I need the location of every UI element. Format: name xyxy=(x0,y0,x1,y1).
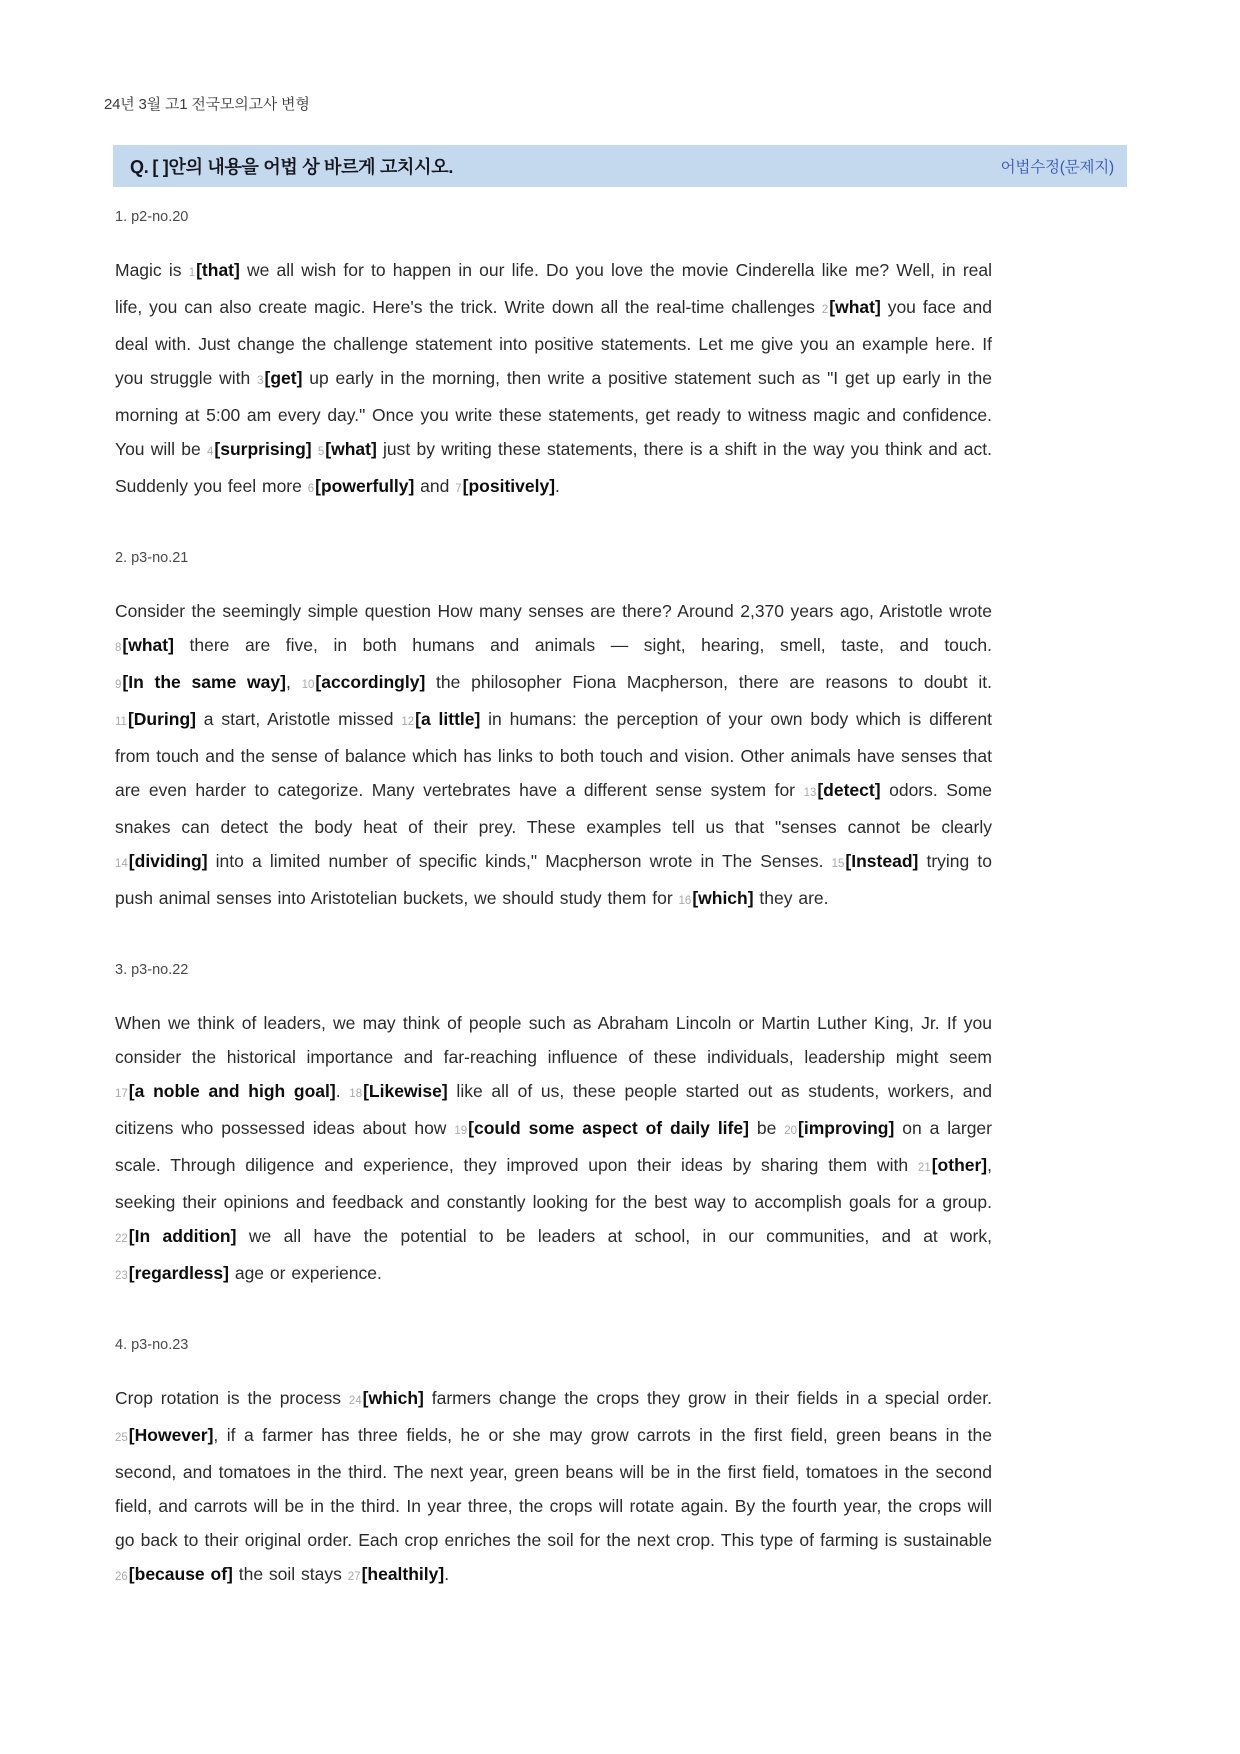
item-number: 12 xyxy=(401,716,415,728)
bracket-item-24 xyxy=(349,1388,424,1408)
item-bold-text: [surprising] xyxy=(214,439,312,459)
item-number: 19 xyxy=(454,1125,468,1137)
item-bold-text: [detect] xyxy=(817,780,881,800)
bracket-item-10 xyxy=(302,672,426,692)
bracket-item-14 xyxy=(115,851,208,871)
bracket-item-4 xyxy=(207,439,312,459)
item-bold-text: [because of] xyxy=(128,1564,233,1584)
item-bold-text: [could some aspect of daily life] xyxy=(468,1118,749,1138)
bracket-item-9 xyxy=(115,672,286,692)
text-run: in humans: the perception of your own body which is different from touch and the sense of balance which has links to both touch and vision. Other animals have senses that are even harder to categorize. Many vertebrates have a different sense system for xyxy=(115,709,992,800)
item-number: 25 xyxy=(115,1432,128,1444)
item-number: 22 xyxy=(115,1233,128,1245)
item-number: 17 xyxy=(115,1088,128,1100)
passage-3 xyxy=(115,962,992,1293)
bracket-item-7 xyxy=(455,476,555,496)
item-number: 7 xyxy=(455,483,462,495)
bracket-item-20 xyxy=(784,1118,894,1138)
text-run: we all have the potential to be leaders at school, in our communities, and at work, xyxy=(236,1226,992,1246)
bracket-item-5 xyxy=(318,439,377,459)
text-run: on a larger scale. Through diligence and experience, they improved upon their ideas by sharing them with xyxy=(115,1118,992,1175)
text-run: you face and deal with. Just change the challenge statement into positive statements. Let me give you an example here. If you struggle with xyxy=(115,297,993,388)
passage-1 xyxy=(115,209,992,506)
passage-text xyxy=(115,594,992,918)
passage-list xyxy=(115,209,992,1594)
passage-label: 1. p2-no.20 xyxy=(115,209,189,225)
bracket-item-15 xyxy=(832,851,919,871)
item-number: 26 xyxy=(115,1571,128,1583)
item-number: 3 xyxy=(257,375,264,387)
item-number: 24 xyxy=(348,1395,362,1407)
item-bold-text: [regardless] xyxy=(128,1263,229,1283)
question-instruction: [ ]안의 내용을 어법 상 바르게 고치시오. xyxy=(152,157,454,177)
bracket-item-1 xyxy=(189,260,240,280)
passage-4 xyxy=(115,1337,992,1594)
passage-label: 4. p3-no.23 xyxy=(115,1337,189,1353)
bracket-item-25 xyxy=(115,1425,213,1445)
item-number: 21 xyxy=(917,1162,931,1174)
item-bold-text: [get] xyxy=(264,368,303,388)
bracket-item-17 xyxy=(115,1081,336,1101)
item-bold-text: [In the same way] xyxy=(122,672,286,692)
question-bar xyxy=(113,145,1127,187)
bracket-item-2 xyxy=(822,297,881,317)
bracket-item-6 xyxy=(308,476,415,496)
bracket-item-16 xyxy=(679,888,754,908)
item-number: 1 xyxy=(188,267,196,279)
item-bold-text: [that] xyxy=(196,260,240,280)
text-run: , if a farmer has three fields, he or she may grow carrots in the first field, green beans in the second, and tomatoes in the third. The next year, green beans will be in the first field, tomatoes in the second field, and carrots will be in the third. In year three, the crops will rotate again. By the fourth year, the crops will go back to their original order. Each crop enriches the soil for the next crop. This type of farming is sustainable xyxy=(115,1425,992,1550)
item-number: 15 xyxy=(831,858,845,870)
text-run: Consider the seemingly simple question How many senses are there? Around 2,370 years ago, Aristotle wrote xyxy=(115,601,992,621)
text-run: Crop rotation is the process xyxy=(115,1388,349,1408)
text-run: there are five, in both humans and animals — sight, hearing, smell, taste, and touch. xyxy=(173,635,992,655)
text-run: be xyxy=(748,1118,785,1138)
item-bold-text: [During] xyxy=(127,709,196,729)
item-bold-text: [what] xyxy=(325,439,377,459)
bracket-item-23 xyxy=(115,1263,229,1283)
item-number: 10 xyxy=(301,679,315,691)
question-title xyxy=(130,153,453,179)
text-run: like all of us, these people started out as students, workers, and citizens who possessed ideas about how xyxy=(115,1081,992,1138)
item-number: 4 xyxy=(206,446,214,458)
passage-text xyxy=(115,253,992,506)
text-run: a start, Aristotle missed xyxy=(196,709,402,729)
document-header-note: 24년 3월 고1 전국모의고사 변형 xyxy=(104,96,310,113)
text-run: we all wish for to happen in our life. Do you love the movie Cinderella like me? Well, in real life, you can also create magic. Here's the trick. Write down all the real-time challenges xyxy=(115,260,993,317)
item-bold-text: [a little] xyxy=(415,709,481,729)
bracket-item-13 xyxy=(804,780,881,800)
passage-text xyxy=(115,1381,992,1594)
bracket-item-11 xyxy=(115,709,196,729)
text-run: odors. Some snakes can detect the body heat of their prey. These examples tell us that "senses cannot be clearly xyxy=(115,780,993,837)
item-number: 14 xyxy=(115,858,128,870)
text-run: trying to push animal senses into Aristotelian buckets, we should study them for xyxy=(115,851,992,908)
item-bold-text: [positively] xyxy=(462,476,556,496)
item-bold-text: [However] xyxy=(128,1425,214,1445)
text-run: age or experience. xyxy=(228,1263,382,1283)
item-number: 16 xyxy=(678,895,692,907)
passage-text xyxy=(115,1006,992,1293)
item-bold-text: [other] xyxy=(931,1155,988,1175)
item-bold-text: [what] xyxy=(122,635,174,655)
item-bold-text: [a noble and high goal] xyxy=(128,1081,336,1101)
text-run: up early in the morning, then write a positive statement such as "I get up early in the morning at 5:00 am every day." Once you write these statements, get ready to witness magic and confidence. You will be xyxy=(115,368,993,459)
item-number: 20 xyxy=(784,1125,798,1137)
item-number: 2 xyxy=(821,304,829,316)
text-run xyxy=(312,439,318,459)
passage-2 xyxy=(115,550,992,918)
item-number: 6 xyxy=(307,483,315,495)
text-run: . xyxy=(444,1564,450,1584)
bracket-item-12 xyxy=(401,709,480,729)
text-run: When we think of leaders, we may think of people such as Abraham Lincoln or Martin Luther King, Jr. If you consider the historical importance and far-reaching influence of these individuals, leadership might seem xyxy=(115,1013,992,1067)
item-number: 23 xyxy=(115,1270,128,1282)
bracket-item-21 xyxy=(918,1155,987,1175)
text-run: Magic is xyxy=(115,260,189,280)
item-number: 8 xyxy=(115,642,122,654)
item-bold-text: [which] xyxy=(362,1388,424,1408)
item-number: 9 xyxy=(115,679,122,691)
passage-label: 3. p3-no.22 xyxy=(115,962,189,978)
item-bold-text: [healthily] xyxy=(361,1564,445,1584)
text-run: . xyxy=(555,476,560,496)
bracket-item-27 xyxy=(348,1564,444,1584)
item-number: 18 xyxy=(349,1088,363,1100)
bracket-item-19 xyxy=(454,1118,749,1138)
text-run: the philosopher Fiona Macpherson, there are reasons to doubt it. xyxy=(425,672,992,692)
item-number: 13 xyxy=(803,787,817,799)
text-run: the soil stays xyxy=(232,1564,348,1584)
bracket-item-26 xyxy=(115,1564,233,1584)
text-run: they are. xyxy=(753,888,829,908)
item-bold-text: [which] xyxy=(692,888,754,908)
question-prefix: Q. xyxy=(130,157,149,177)
bracket-item-8 xyxy=(115,635,174,655)
item-number: 5 xyxy=(317,446,325,458)
item-bold-text: [Instead] xyxy=(845,851,919,871)
item-bold-text: [what] xyxy=(829,297,881,317)
text-run: , xyxy=(285,672,302,692)
item-bold-text: [accordingly] xyxy=(315,672,426,692)
item-bold-text: [dividing] xyxy=(128,851,208,871)
item-bold-text: [powerfully] xyxy=(315,476,415,496)
item-bold-text: [improving] xyxy=(798,1118,895,1138)
question-type-tag: 어법수정(문제지) xyxy=(1000,159,1114,176)
item-number: 11 xyxy=(115,716,127,728)
text-run: just by writing these statements, there is a shift in the way you think and act. Suddenly you feel more xyxy=(115,439,992,496)
text-run: , seeking their opinions and feedback and constantly looking for the best way to accomplish goals for a group. xyxy=(115,1155,992,1212)
item-number: 27 xyxy=(347,1571,361,1583)
item-bold-text: [Likewise] xyxy=(363,1081,448,1101)
item-bold-text: [In addition] xyxy=(128,1226,237,1246)
text-run: . xyxy=(335,1081,350,1101)
bracket-item-3 xyxy=(257,368,302,388)
passage-label: 2. p3-no.21 xyxy=(115,550,189,566)
bracket-item-22 xyxy=(115,1226,236,1246)
text-run: into a limited number of specific kinds," Macpherson wrote in The Senses. xyxy=(207,851,832,871)
text-run: farmers change the crops they grow in their fields in a special order. xyxy=(423,1388,992,1408)
text-run: and xyxy=(414,476,456,496)
bracket-item-18 xyxy=(349,1081,447,1101)
